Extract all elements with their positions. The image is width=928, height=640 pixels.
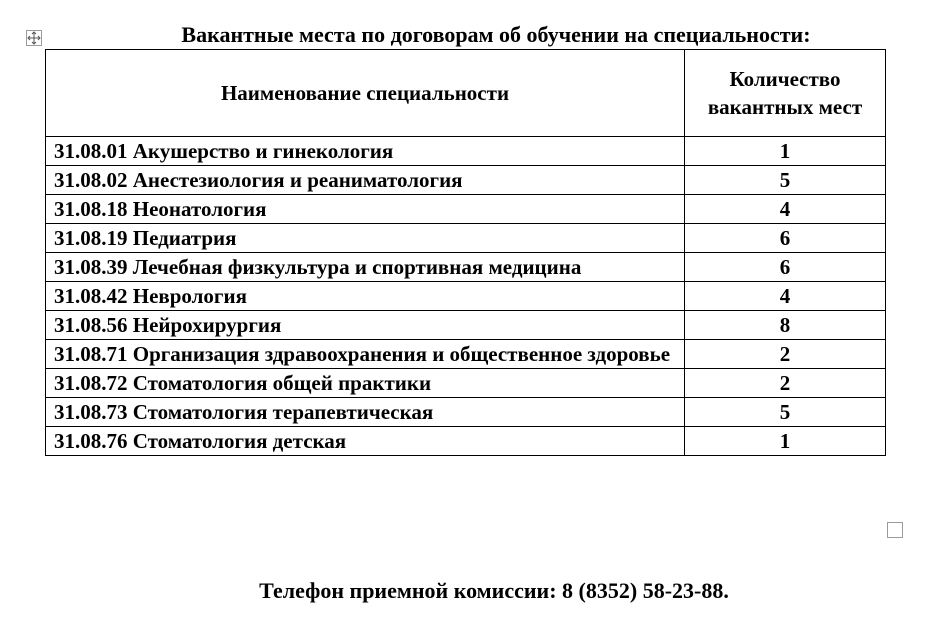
table-row [46, 340, 886, 369]
document-title: Вакантные места по договорам об обучении на специальности: [181, 22, 811, 47]
table-row [46, 166, 886, 195]
table-row [46, 311, 886, 340]
table-row [46, 253, 886, 282]
header-vacancy-count: Количество вакантных мест [685, 50, 886, 137]
table-row [46, 137, 886, 166]
table-row [46, 224, 886, 253]
table-row [46, 427, 886, 456]
specialty-name-cell: 31.08.39 Лечебная физкультура и спортивная медицина [46, 253, 685, 282]
vacancy-count-cell: 1 [685, 137, 886, 166]
vacancy-count-cell: 1 [685, 427, 886, 456]
vacancy-count-cell: 4 [685, 282, 886, 311]
specialty-name-cell: 31.08.42 Неврология [46, 282, 685, 311]
table-row [46, 282, 886, 311]
specialty-name-cell: 31.08.76 Стоматология детская [46, 427, 685, 456]
vacancies-table [45, 49, 886, 456]
admissions-phone: Телефон приемной комиссии: 8 (8352) 58-23-88. [259, 578, 729, 603]
specialty-name-cell: 31.08.01 Акушерство и гинекология [46, 137, 685, 166]
specialty-name-cell: 31.08.73 Стоматология терапевтическая [46, 398, 685, 427]
vacancy-count-cell: 4 [685, 195, 886, 224]
specialty-name-cell: 31.08.71 Организация здравоохранения и общественное здоровье [46, 340, 685, 369]
vacancy-count-cell: 8 [685, 311, 886, 340]
table-row [46, 195, 886, 224]
vacancy-count-cell: 5 [685, 166, 886, 195]
header-specialty-name: Наименование специальности [46, 50, 685, 137]
specialty-name-cell: 31.08.02 Анестезиология и реаниматология [46, 166, 685, 195]
table-row [46, 398, 886, 427]
specialty-name-cell: 31.08.56 Нейрохирургия [46, 311, 685, 340]
table-body [46, 137, 886, 456]
vacancy-count-cell: 2 [685, 340, 886, 369]
vacancy-count-cell: 6 [685, 253, 886, 282]
specialty-name-cell: 31.08.19 Педиатрия [46, 224, 685, 253]
vacancy-count-cell: 2 [685, 369, 886, 398]
table-header-row [46, 50, 886, 137]
table-row [46, 369, 886, 398]
table-resize-handle-icon[interactable] [887, 522, 903, 538]
specialty-name-cell: 31.08.18 Неонатология [46, 195, 685, 224]
vacancy-count-cell: 6 [685, 224, 886, 253]
specialty-name-cell: 31.08.72 Стоматология общей практики [46, 369, 685, 398]
vacancy-count-cell: 5 [685, 398, 886, 427]
